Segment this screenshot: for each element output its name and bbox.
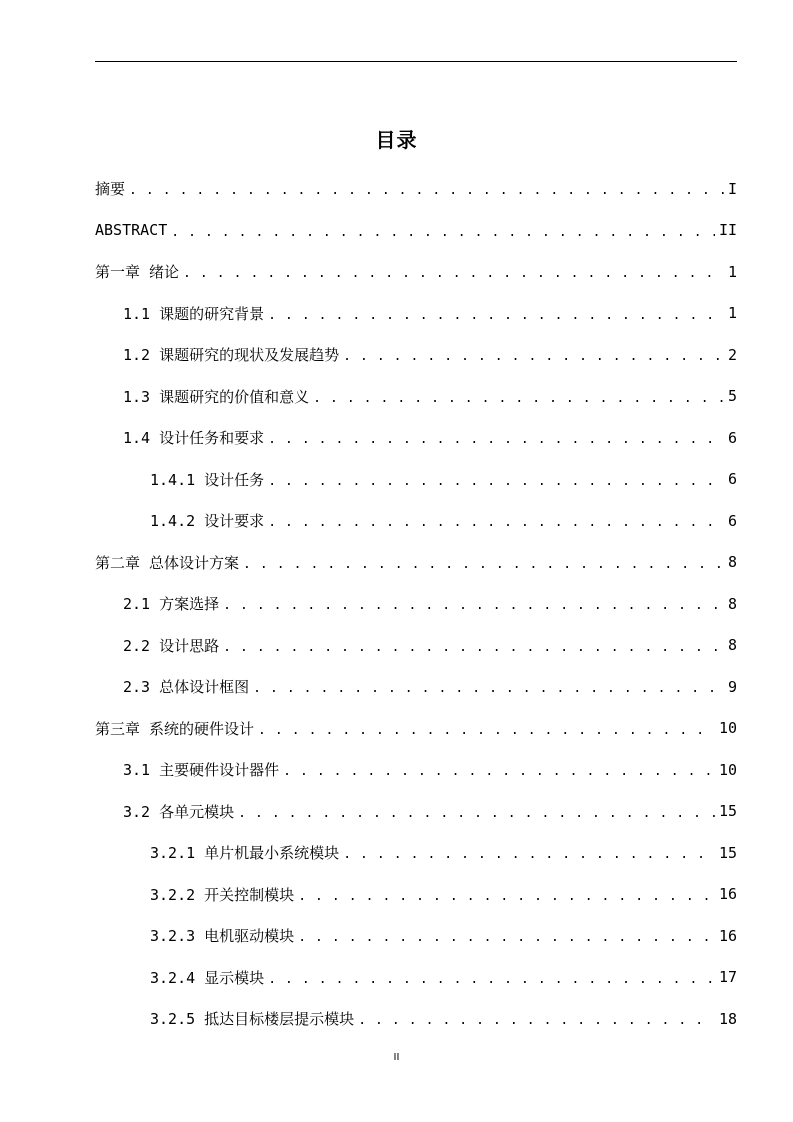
toc-entry-page: 9 [727, 677, 737, 696]
table-of-contents [95, 168, 737, 1040]
toc-entry[interactable] [95, 625, 737, 667]
dot-leader [358, 1010, 715, 1029]
dot-leader [268, 471, 724, 490]
toc-entry-page: 8 [727, 636, 737, 655]
toc-entry-page: 18 [718, 1009, 737, 1028]
toc-entry-page: 15 [718, 843, 737, 862]
toc-title: 目录 [375, 128, 418, 152]
toc-entry-label: 2.1 方案选择 [123, 595, 220, 614]
toc-entry[interactable] [95, 666, 737, 708]
dot-leader [129, 180, 724, 199]
toc-entry-page: 2 [727, 345, 737, 364]
toc-entry-label: 1.4.2 设计要求 [150, 512, 265, 531]
toc-entry[interactable] [95, 251, 737, 293]
dot-leader [343, 844, 715, 863]
dot-leader [258, 720, 715, 739]
toc-entry-label: 3.2.2 开关控制模块 [150, 885, 295, 904]
toc-entry-label: 3.2.3 电机驱动模块 [150, 927, 295, 946]
toc-entry-label: 3.2.1 单片机最小系统模块 [150, 844, 340, 863]
toc-entry[interactable] [95, 832, 737, 874]
toc-entry[interactable] [95, 998, 737, 1040]
toc-entry-label: 1.2 课题研究的现状及发展趋势 [123, 346, 340, 365]
toc-entry-label: ABSTRACT [95, 221, 168, 240]
dot-leader [343, 346, 724, 365]
toc-entry-page: 10 [718, 760, 737, 779]
toc-entry-page: 1 [727, 304, 737, 323]
dot-leader [298, 886, 715, 905]
dot-leader [268, 512, 724, 531]
dot-leader [268, 969, 715, 988]
dot-leader [223, 637, 724, 656]
toc-entry-page: I [727, 179, 737, 198]
toc-entry[interactable] [95, 583, 737, 625]
toc-entry-page: 6 [727, 428, 737, 447]
toc-entry-label: 1.1 课题的研究背景 [123, 304, 265, 323]
dot-leader [171, 222, 715, 241]
dot-leader [243, 554, 724, 573]
dot-leader [183, 263, 724, 282]
toc-entry-label: 3.2.5 抵达目标楼层提示模块 [150, 1010, 355, 1029]
toc-entry[interactable] [95, 168, 737, 210]
toc-entry-page: 16 [718, 885, 737, 904]
toc-entry[interactable] [95, 749, 737, 791]
dot-leader [298, 927, 715, 946]
toc-entry-label: 摘要 [95, 180, 126, 199]
toc-entry[interactable] [95, 417, 737, 459]
toc-entry[interactable] [95, 542, 737, 584]
toc-entry[interactable] [95, 500, 737, 542]
toc-entry[interactable] [95, 210, 737, 252]
toc-entry-label: 3.2.4 显示模块 [150, 968, 265, 987]
page-number: II [393, 1052, 400, 1063]
toc-entry[interactable] [95, 293, 737, 335]
dot-leader [238, 803, 715, 822]
toc-entry[interactable] [95, 334, 737, 376]
dot-leader [268, 429, 724, 448]
toc-entry-page: 17 [718, 968, 737, 987]
toc-entry[interactable] [95, 459, 737, 501]
toc-entry-label: 2.2 设计思路 [123, 636, 220, 655]
toc-entry-page: 5 [727, 387, 737, 406]
toc-entry[interactable] [95, 708, 737, 750]
toc-entry-label: 1.3 课题研究的价值和意义 [123, 387, 310, 406]
toc-entry-label: 第三章 系统的硬件设计 [95, 719, 255, 738]
toc-entry[interactable] [95, 791, 737, 833]
toc-entry-page: II [718, 221, 737, 240]
toc-entry-label: 第二章 总体设计方案 [95, 553, 240, 572]
toc-entry-label: 3.1 主要硬件设计器件 [123, 761, 280, 780]
toc-entry-label: 第一章 绪论 [95, 263, 180, 282]
toc-entry-page: 1 [727, 262, 737, 281]
toc-entry-label: 1.4.1 设计任务 [150, 470, 265, 489]
header-rule [95, 61, 737, 62]
toc-entry-page: 8 [727, 553, 737, 572]
dot-leader [223, 595, 724, 614]
toc-entry-page: 6 [727, 511, 737, 530]
toc-entry-page: 10 [718, 719, 737, 738]
toc-entry-page: 16 [718, 926, 737, 945]
toc-entry-label: 2.3 总体设计框图 [123, 678, 250, 697]
toc-entry-label: 3.2 各单元模块 [123, 802, 235, 821]
toc-entry-page: 8 [727, 594, 737, 613]
toc-entry-page: 6 [727, 470, 737, 489]
dot-leader [268, 305, 724, 324]
toc-entry-label: 1.4 设计任务和要求 [123, 429, 265, 448]
toc-entry[interactable] [95, 915, 737, 957]
dot-leader [283, 761, 715, 780]
toc-entry-page: 15 [718, 802, 737, 821]
dot-leader [253, 678, 724, 697]
toc-entry[interactable] [95, 874, 737, 916]
toc-entry[interactable] [95, 376, 737, 418]
toc-entry[interactable] [95, 957, 737, 999]
dot-leader [313, 388, 724, 407]
